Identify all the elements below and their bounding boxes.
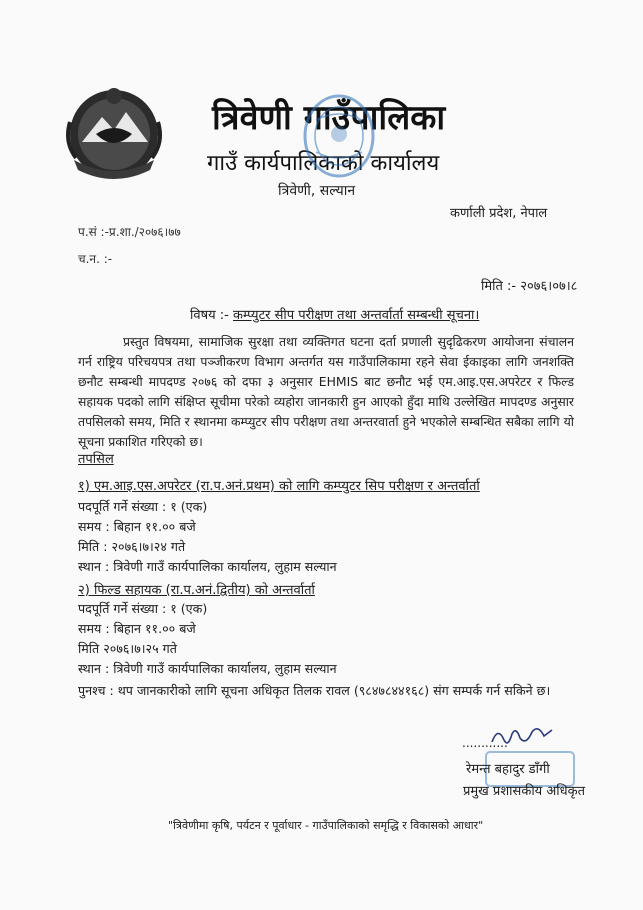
signature-dots: ............	[462, 736, 508, 750]
section-2-posts: पदपूर्ति गर्ने संख्या : १ (एक)	[78, 601, 208, 616]
section-1-date: मिति : २०७६।७।२४ गते	[78, 539, 186, 554]
reference-number: प.सं :-प्र.शा./२०७६।७७	[78, 225, 181, 239]
section-1-time: समय : बिहान ११.०० बजे	[78, 519, 196, 534]
section-1-heading: १) एम.आइ.एस.अपरेटर (रा.प.अनं.प्रथम) को लागि कम्प्युटर सिप परीक्षण र अन्तर्वार्ता	[78, 479, 480, 494]
section-1-place: स्थान : त्रिवेणी गाउँ कार्यपालिका कार्यालय, लुहाम सल्यान	[78, 559, 337, 574]
office-subtitle: गाउँ कार्यपालिकाको कार्यालय	[207, 151, 440, 176]
letter-date: मिति :- २०७६।०७।८	[481, 279, 578, 294]
section-2-date: मिति २०७६।७।२५ गते	[78, 641, 177, 656]
signatory-title: प्रमुख प्रशासकीय अधिकृत	[463, 784, 586, 799]
dispatch-number: च.न. :-	[78, 252, 113, 266]
office-title: त्रिवेणी गाउँपालिका	[212, 98, 446, 138]
nepal-emblem-icon	[62, 82, 166, 182]
province-line: कर्णाली प्रदेश, नेपाल	[450, 206, 548, 221]
section-1-posts: पदपूर्ति गर्ने संख्या : १ (एक)	[78, 499, 208, 514]
body-paragraph-text: प्रस्तुत विषयमा, सामाजिक सुरक्षा तथा व्यक्तिगत घटना दर्ता प्रणाली सुदृढिकरण आयोजना संचालन गर्न राष्ट्रिय परिचयपत्र तथा पञ्जीकरण विभाग अन्तर्गत यस गाउँपालिकामा रहने सेवा ईकाइका लागि जनशक्ति छनौट सम्बन्धी मापदण्ड २०७६ को दफा ३ अनुसार EHMIS बाट छनौट भई एम.आइ.एस.अपरेटर र फिल्ड सहायक पदको लागि संक्षिप्त सूचीमा परेको व्यहोरा जानकारी हुन आएको हुँदा माथि उल्लेखित मापदण्ड अनुसार तपसिलको समय, मिति र स्थानमा कम्प्युटर सीप परीक्षण तथा अन्तरवार्ता हुने भएकोले सम्बन्धित सबैका लागि यो सूचना प्रकाशित गरिएको छ।	[78, 334, 574, 449]
section-2-time: समय : बिहान ११.०० बजे	[78, 621, 196, 636]
signatory-name: रेमन्त बहादुर डाँगी	[466, 762, 550, 777]
subject-text: कम्प्युटर सीप परीक्षण तथा अन्तर्वार्ता सम्बन्धी सूचना।	[233, 308, 480, 323]
section-2-heading: २) फिल्ड सहायक (रा.प.अनं.द्वितीय) को अन्तर्वार्ता	[78, 583, 315, 598]
subject-prefix: विषय :-	[190, 308, 229, 323]
postscript: पुनश्च : थप जानकारीको लागि सूचना अधिकृत तिलक रावल (९८४७८४४१६८) संग सम्पर्क गर्न सकिने छ।	[78, 683, 551, 698]
office-address: त्रिवेणी, सल्यान	[278, 183, 356, 199]
office-seal-icon	[300, 90, 378, 182]
subject-line	[190, 305, 479, 323]
footer-slogan: "त्रिवेणीमा कृषि, पर्यटन र पूर्वाधार - गाउँपालिकाको समृद्धि र विकासको आधार"	[168, 819, 484, 832]
section-2-place: स्थान : त्रिवेणी गाउँ कार्यपालिका कार्यालय, लुहाम सल्यान	[78, 661, 337, 676]
body-paragraph	[78, 332, 574, 452]
details-heading: तपसिल	[78, 452, 114, 467]
